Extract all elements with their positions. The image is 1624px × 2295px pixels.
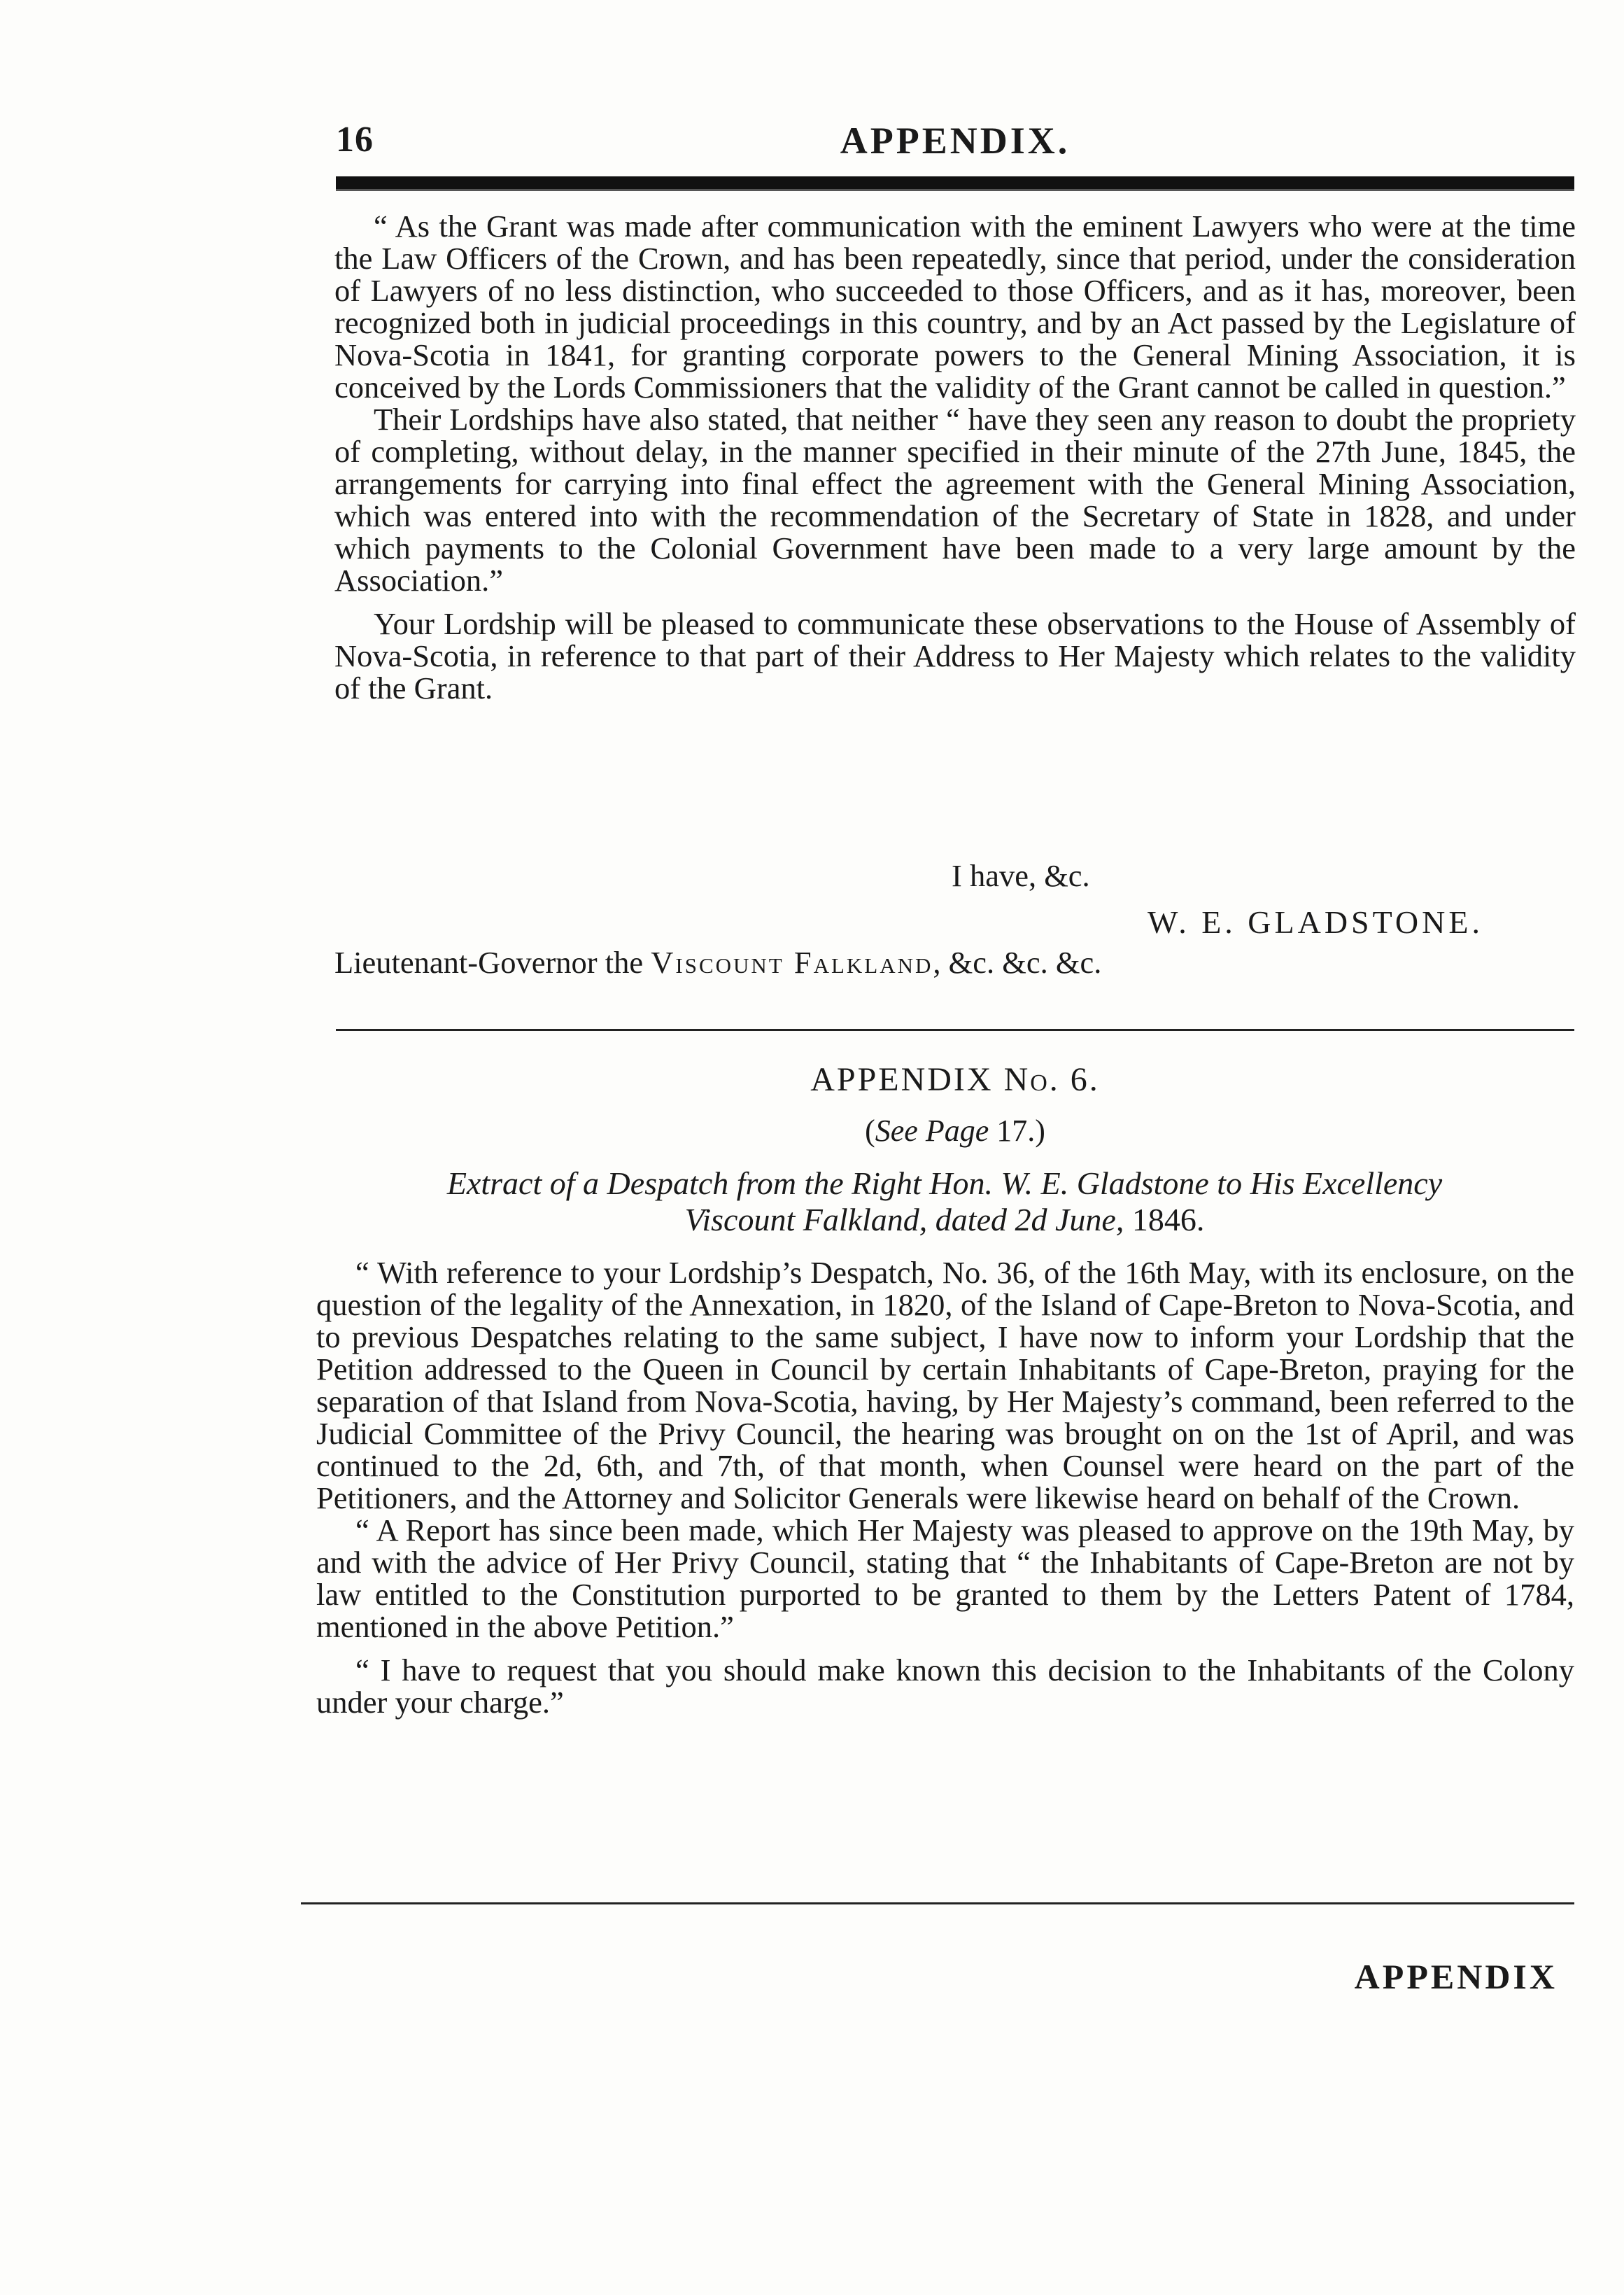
appendix-heading-main: APPENDIX (810, 1061, 994, 1098)
section-divider-top (336, 1029, 1574, 1031)
letter-signature: W. E. GLADSTONE. (1148, 904, 1483, 940)
header-rule (336, 176, 1574, 189)
letter-addressee (334, 946, 1101, 978)
catchword: APPENDIX (1354, 1957, 1558, 1996)
appendix-heading-number: 6. (1070, 1061, 1100, 1098)
extract-title-year: 1846. (1131, 1202, 1205, 1237)
letter-body (334, 210, 1576, 704)
despatch-paragraph-1: “ With reference to your Lordship’s Despatch, No. 36, of the 16th May, with its enclosure, on the question of the legality of the Annexation, in 1820, of the Island of Cape-Breton to Nova-Scotia, and to previous Despatches relating to the same subject, I have now to inform your Lordship that the Petition addressed to the Queen in Council by certain Inhabitants of Cape-Breton, praying for the separation of that Island from Nova-Scotia, having, by Her Majesty’s command, been referred to the Judicial Committee of the Privy Council, the hearing was brought on on the 1st of April, and was continued to the 2d, 6th, and 7th, of that month, when Counsel were heard on the part of the Petitioners, and the Attorney and Solicitor Generals were likewise heard on behalf of the Crown. (316, 1255, 1574, 1515)
running-title: APPENDIX. (840, 120, 1071, 162)
see-page-number: 17.) (996, 1114, 1045, 1148)
extract-title-line-1: Extract of a Despatch from the Right Hon. W. E. Gladstone to His Excellency (446, 1165, 1443, 1201)
addressee-prefix: Lieutenant-Governor the (334, 945, 644, 980)
letter-closing: I have, &c. (952, 858, 1090, 893)
letter-paragraph-1: “ As the Grant was made after communication with the eminent Lawyers who were at the time the Law Officers of the Crown, and has been repeatedly, since that period, under the consideration of Lawyers of no less distinction, who succeeded to those Officers, and as it has, moreover, been recognized both in judicial proceedings in this country, and by an Act passed by the Legislature of Nova-Scotia in 1841, for granting corporate powers to the General Mining Association, it is conceived by the Lords Commissioners that the validity of the Grant cannot be called in question.” (334, 209, 1576, 405)
despatch-paragraph-3: “ I have to request that you should make known this decision to the Inhabitants of the Colony under your charge.” (316, 1652, 1574, 1720)
extract-title-line-2 (315, 1202, 1574, 1238)
page-number: 16 (336, 120, 374, 160)
extract-title-line-2-text: Viscount Falkland, dated 2d June, (684, 1202, 1124, 1237)
running-head (336, 119, 1574, 175)
see-page-reference (334, 1113, 1576, 1149)
addressee-name: Viscount Falkland (651, 945, 933, 980)
despatch-paragraph-2: “ A Report has since been made, which Her Majesty was pleased to approve on the 19th May, by and with the advice of Her Privy Council, stating that “ the Inhabitants of Cape-Breton are not by law entitled to the Constitution purported to be granted to them by the Letters Patent of 1784, mentioned in the above Petition.” (316, 1513, 1574, 1644)
letter-paragraph-3: Your Lordship will be pleased to communicate these observations to the House of Assembly of Nova-Scotia, in reference to that part of their Address to Her Majesty which relates to the validity of the Grant. (334, 606, 1576, 706)
addressee-suffix: , &c. &c. &c. (933, 945, 1102, 980)
letter-paragraph-2: Their Lordships have also stated, that neither “ have they seen any reason to doubt the propriety of completing, without delay, in the manner specified in their minute of the 27th June, 1845, the arrangements for carrying into final effect the agreement with the General Mining Association, which was entered into with the recommendation of the Secretary of State in 1828, and under which payments to the Colonial Government have been made to a very large amount by the Association.” (334, 402, 1576, 598)
see-page-open: ( (865, 1114, 875, 1148)
see-page-label: See Page (875, 1114, 989, 1148)
despatch-body (316, 1256, 1574, 1718)
appendix-heading-no: No. (1003, 1061, 1060, 1098)
extract-title (315, 1165, 1574, 1238)
appendix-heading (334, 1060, 1576, 1099)
section-divider-bottom (301, 1902, 1574, 1904)
